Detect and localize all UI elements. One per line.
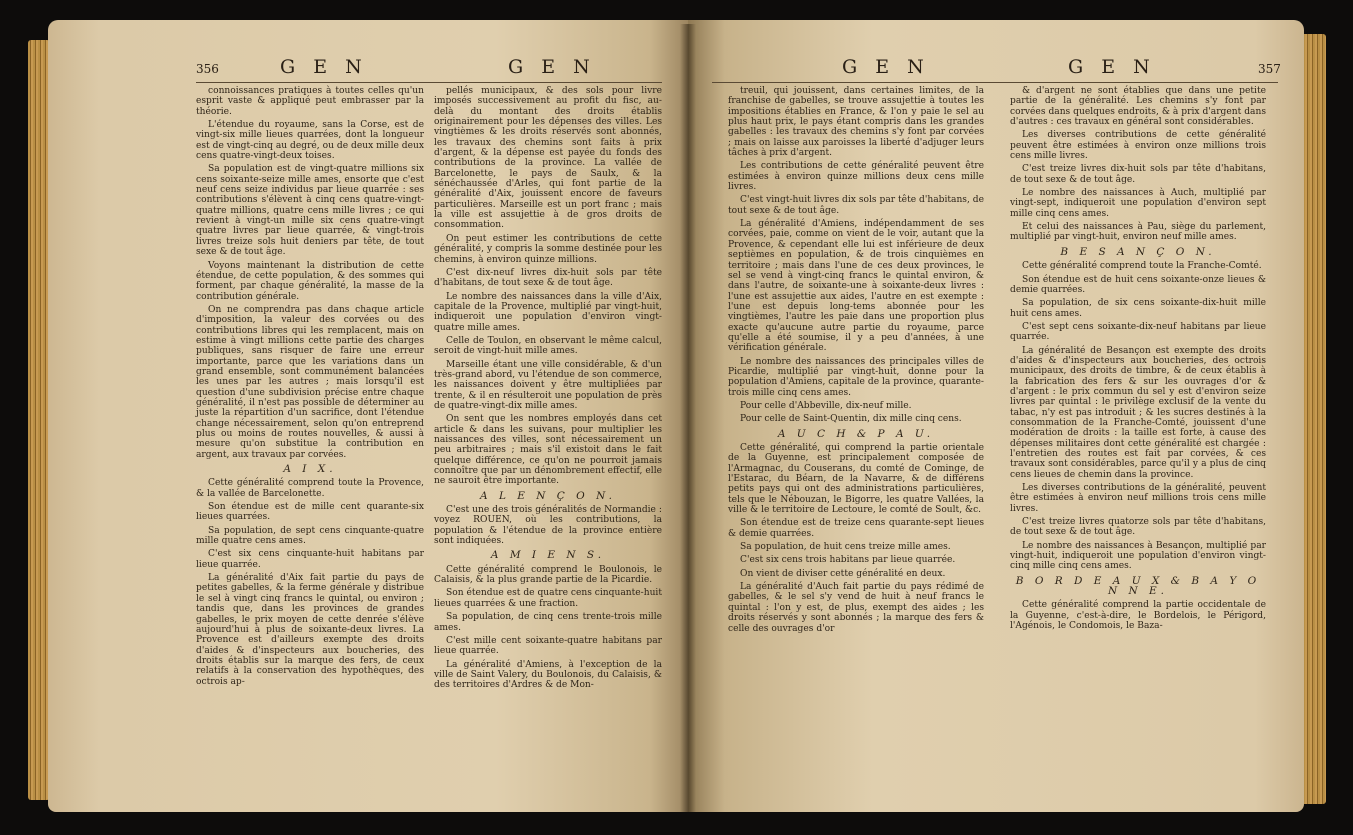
paragraph: treuil, qui jouissent, dans certaines limites, de la franchise de gabelles, se trouve assujettie à toutes les impositions établies en France, & l'on y paie le sel au plus haut prix, le pays étant compris dans les grandes gabelles : les travaux des chemins s'y font par corvées ; mais on laisse aux paroisses la liberté d'adjuger leurs tâches à prix d'argent. bbox=[728, 86, 984, 159]
right-running-head-left: G E N bbox=[842, 56, 930, 78]
paragraph: C'est dix-neuf livres dix-huit sols par tête d'habitans, de tout sexe & de tout âge. bbox=[434, 267, 662, 289]
paragraph: C'est treize livres dix-huit sols par tête d'habitans, de tout sexe & de tout âge. bbox=[1010, 164, 1266, 185]
paragraph: Marseille étant une ville considérable, & d'un très-grand abord, vu l'étendue de son commerce, les naissances doivent y être multipliées par trente, & il en résulteroit une population de près de quatre-vingt-dix mille ames. bbox=[434, 359, 662, 411]
paragraph: Le nombre des naissances à Besançon, multiplié par vingt-huit, indiqueroit une population d'environ vingt-cinq mille cinq cens ames. bbox=[1010, 540, 1266, 572]
paragraph: Son étendue est de huit cens soixante-onze lieues & demie quarrées. bbox=[1010, 274, 1266, 295]
paragraph: Cette généralité comprend le Boulonois, le Calaisis, & la plus grande partie de la Picardie. bbox=[434, 564, 662, 586]
left-running-head-right: G E N bbox=[508, 56, 596, 78]
section-heading: A L E N Ç O N. bbox=[480, 489, 616, 502]
left-page-column-1 bbox=[196, 86, 424, 690]
section-heading: A I X. bbox=[283, 463, 337, 476]
paragraph: Les diverses contributions de cette généralité peuvent être estimées à environ onze millions trois cens mille livres. bbox=[1010, 130, 1266, 162]
paragraph: Sa population, de six cens soixante-dix-huit mille huit cens ames. bbox=[1010, 298, 1266, 319]
right-page-number: 357 bbox=[1258, 62, 1281, 76]
section-heading: B O R D E A U X & B A Y O N N E. bbox=[1015, 574, 1261, 598]
paragraph: La généralité de Besançon est exempte des droits d'aides & d'inspecteurs aux boucheries, des octrois municipaux, des droits de timbre, & de ceux établis à la fabrication des fers & sur les ouvrages d'or & d'argent : le prix commun du sel y est d'environ seize livres par quintal : le privilège exclusif de la vente du tabac, n'y est pas introduit ; & les sucres destinés à la consommation de la Franche-Comté, jouissent d'une modération de droits : la taille est forte, à cause des dépenses militaires dont cette généralité est chargée : l'entretien des routes est fait par corvées, & ces travaux sont considérables, parce qu'il y a plus de cinq cens lieues de chemin dans la province. bbox=[1010, 345, 1266, 480]
paragraph: Son étendue est de quatre cens cinquante-huit lieues quarrées & une fraction. bbox=[434, 588, 662, 609]
paragraph: Et celui des naissances à Pau, siège du parlement, multiplié par vingt-huit, environ neuf mille ames. bbox=[1010, 222, 1266, 243]
paragraph: Cette généralité comprend toute la Provence, & la vallée de Barcelonette. bbox=[196, 478, 424, 499]
paragraph: On sent que les nombres employés dans cet article & dans les suivans, pour multiplier les naissances des villes, sont nécessairement un peu arbitraires ; mais s'il existoit dans le fait quelque différence, ce qu'on ne pourroit jamais connoître que par un dénombrement effectif, elle ne sauroit être importante. bbox=[434, 414, 662, 487]
paragraph: Le nombre des naissances dans la ville d'Aix, capitale de la Provence, multiplié par vingt-huit, indiqueroit une population d'environ vingt-quatre mille ames. bbox=[434, 291, 662, 333]
paragraph: C'est vingt-huit livres dix sols par tête d'habitans, de tout sexe & de tout âge. bbox=[728, 195, 984, 216]
left-running-head-left: G E N bbox=[280, 56, 368, 78]
paragraph: Les diverses contributions de la généralité, peuvent être estimées à environ neuf millions trois cens mille livres. bbox=[1010, 483, 1266, 514]
right-running-head-right: G E N bbox=[1068, 56, 1156, 78]
paragraph: Les contributions de cette généralité peuvent être estimées à environ quinze millions deux cens mille livres. bbox=[728, 161, 984, 193]
paragraph: Pour celle d'Abbeville, dix-neuf mille. bbox=[740, 400, 912, 411]
paragraph: Son étendue est de mille cent quarante-six lieues quarrées. bbox=[196, 502, 424, 523]
paragraph: On vient de diviser cette généralité en deux. bbox=[740, 568, 946, 579]
paragraph: Sa population est de vingt-quatre millions six cens soixante-seize mille ames, ensorte que c'est neuf cens seize individus par lieue quarrée : ses contributions s'élèvent à cinq cens quatre-vingt-quatre millions, quatre cens mille livres ; ce qui revient à vingt-un mille six cens quatre-vingt quatre livres par lieue quarrée, & vingt-trois livres treize sols huit deniers par tête, de tout sexe & de tout âge. bbox=[196, 164, 424, 258]
section-heading: B E S A N Ç O N. bbox=[1060, 245, 1216, 258]
paragraph: connoissances pratiques à toutes celles qu'un esprit vaste & appliqué peut embrasser par la théorie. bbox=[196, 86, 424, 117]
paragraph: & d'argent ne sont établies que dans une petite partie de la généralité. Les chemins s'y font par corvées dans quelques endroits, & à prix d'argent dans d'autres : ces travaux en général sont considérables. bbox=[1010, 86, 1266, 128]
paragraph: Sa population, de sept cens cinquante-quatre mille quatre cens ames. bbox=[196, 525, 424, 547]
paragraph: C'est sept cens soixante-dix-neuf habitans par lieue quarrée. bbox=[1010, 321, 1266, 343]
left-page-edges bbox=[28, 40, 50, 800]
paragraph: L'étendue du royaume, sans la Corse, est de vingt-six mille lieues quarrées, dont la longueur est de vingt-cinq au degré, ou de deux mille deux cens quatre-vingt-deux toises. bbox=[196, 120, 424, 162]
paragraph: Cette généralité comprend la partie occidentale de la Guyenne, c'est-à-dire, le Bordelois, le Périgord, l'Agénois, le Condomois, le Baza- bbox=[1010, 600, 1266, 632]
left-page-column-2 bbox=[434, 86, 662, 694]
paragraph: C'est mille cent soixante-quatre habitans par lieue quarrée. bbox=[434, 635, 662, 657]
left-page-number: 356 bbox=[196, 62, 219, 76]
left-header-rule bbox=[196, 82, 662, 83]
right-header-rule bbox=[712, 82, 1278, 83]
paragraph: Celle de Toulon, en observant le même calcul, seroit de vingt-huit mille ames. bbox=[434, 335, 662, 357]
paragraph: Le nombre des naissances des principales villes de Picardie, multiplié par vingt-huit, donne pour la population d'Amiens, capitale de la province, quarante-trois mille cinq cens ames. bbox=[728, 356, 984, 398]
paragraph: C'est six cens cinquante-huit habitans par lieue quarrée. bbox=[196, 549, 424, 570]
paragraph: Voyons maintenant la distribution de cette étendue, de cette population, & des sommes qui forment, par chaque généralité, la masse de la contribution générale. bbox=[196, 260, 424, 302]
paragraph: C'est treize livres quatorze sols par tête d'habitans, de tout sexe & de tout âge. bbox=[1010, 517, 1266, 538]
paragraph: La généralité d'Amiens, à l'exception de la ville de Saint Valery, du Boulonois, du Calaisis, & des territoires d'Ardres & de Mon- bbox=[434, 659, 662, 691]
right-page-column-2 bbox=[1010, 86, 1266, 635]
paragraph: On ne comprendra pas dans chaque article d'imposition, la valeur des corvées ou des contributions libres qui les remplacent, mais on estime à vingt millions cette partie des charges publiques, sans risquer de faire une erreur importante, parce que les variations dans un grand ensemble, sont communément balancées les unes par les autres ; mais lorsqu'il est question d'une subdivision précise entre chaque généralité, il n'est pas possible de déterminer au juste la répartition d'un sacrifice, dont l'étendue change nécessairement, selon qu'on entreprend plus ou moins de routes nouvelles, & aussi à mesure qu'on substitue la contribution en argent, aux travaux par corvées. bbox=[196, 304, 424, 460]
paragraph: Pour celle de Saint-Quentin, dix mille cinq cens. bbox=[740, 414, 962, 425]
paragraph: Sa population, de cinq cens trente-trois mille ames. bbox=[434, 612, 662, 633]
paragraph: Sa population, de huit cens treize mille ames. bbox=[740, 542, 951, 553]
section-heading: A M I E N S. bbox=[490, 549, 606, 562]
paragraph: Cette généralité, qui comprend la partie orientale de la Guyenne, est principalement composée de l'Armagnac, du Couserans, du comté de Cominge, de l'Estarac, du Béarn, de la Navarre, & de différens petits pays qui ont des administrations particulières, tels que le Nébouzan, le Bigorre, les quatre Vallées, la ville & le territoire de Lectoure, le comté de Soult, &c. bbox=[728, 443, 984, 516]
section-heading: A U C H & P A U. bbox=[777, 427, 935, 440]
paragraph: Son étendue est de treize cens quarante-sept lieues & demie quarrées. bbox=[728, 518, 984, 539]
paragraph: La généralité d'Aix fait partie du pays de petites gabelles, & la ferme générale y distribue le sel à vingt cinq francs le quintal, ou environ ; tandis que, dans les provinces de grandes gabelles, le prix moyen de cette denrée s'élève aujourd'hui à plus de soixante-deux livres. La Provence est d'ailleurs exempte des droits d'aides & d'inspecteurs aux boucheries, des droits établis sur la marque des fers, de ceux relatifs à la conservation des hypothèques, des octrois ap- bbox=[196, 573, 424, 687]
paragraph: C'est une des trois généralités de Normandie : voyez ROUEN, où les contributions, la population & l'étendue de la province entière sont indiquées. bbox=[434, 505, 662, 547]
paragraph: Le nombre des naissances à Auch, multiplié par vingt-sept, indiqueroit une population d'environ sept mille cinq cens ames. bbox=[1010, 188, 1266, 219]
right-page-column-1 bbox=[728, 86, 984, 637]
paragraph: pellés municipaux, & des sols pour livre imposés successivement au profit du fisc, au-delà du montant des droits établis originairement pour les dépenses des villes. Les vingtièmes & les droits réservés sont abonnés, les travaux des chemins sont faits à prix d'argent, & la dépense est payée du fonds des contributions de la province. La vallée de Barcelonette, le pays de Saulx, & la sénéchaussée d'Arles, qui font partie de la généralité d'Aix, jouissent encore de faveurs particulières. Marseille est un port franc ; mais la ville est assujettie à de gros droits de consommation. bbox=[434, 86, 662, 231]
paragraph: La généralité d'Auch fait partie du pays rédimé de gabelles, & le sel s'y vend de huit à neuf francs le quintal : l'on y est, de plus, exempt des aides ; les droits réservés y sont abonnés ; la marque des fers & celle des ouvrages d'or bbox=[728, 582, 984, 634]
paragraph: C'est six cens trois habitans par lieue quarrée. bbox=[740, 555, 956, 566]
paragraph: La généralité d'Amiens, indépendamment de ses corvées, paie, comme on vient de le voir, autant que la Provence, & cependant elle lui est inférieure de deux septièmes en population, & de trois cinquièmes en territoire ; mais dans l'une de ces deux provinces, le sel se vend à vingt-cinq francs le quintal environ, & dans l'autre, de soixante-une à soixante-deux livres : l'une est assujettie aux aides, l'autre en est exempte : l'une est depuis long-tems abonnée pour les vingtièmes, l'autre les paie dans une proportion plus exacte qu'aucune autre partie du royaume, parce qu'elle a été soumise, il y a peu d'années, à une vérification générale. bbox=[728, 219, 984, 354]
paragraph: Cette généralité comprend toute la Franche-Comté. bbox=[1022, 261, 1262, 272]
paragraph: On peut estimer les contributions de cette généralité, y compris la somme destinée pour les chemins, à environ quinze millions. bbox=[434, 233, 662, 265]
book-gutter bbox=[680, 24, 696, 812]
